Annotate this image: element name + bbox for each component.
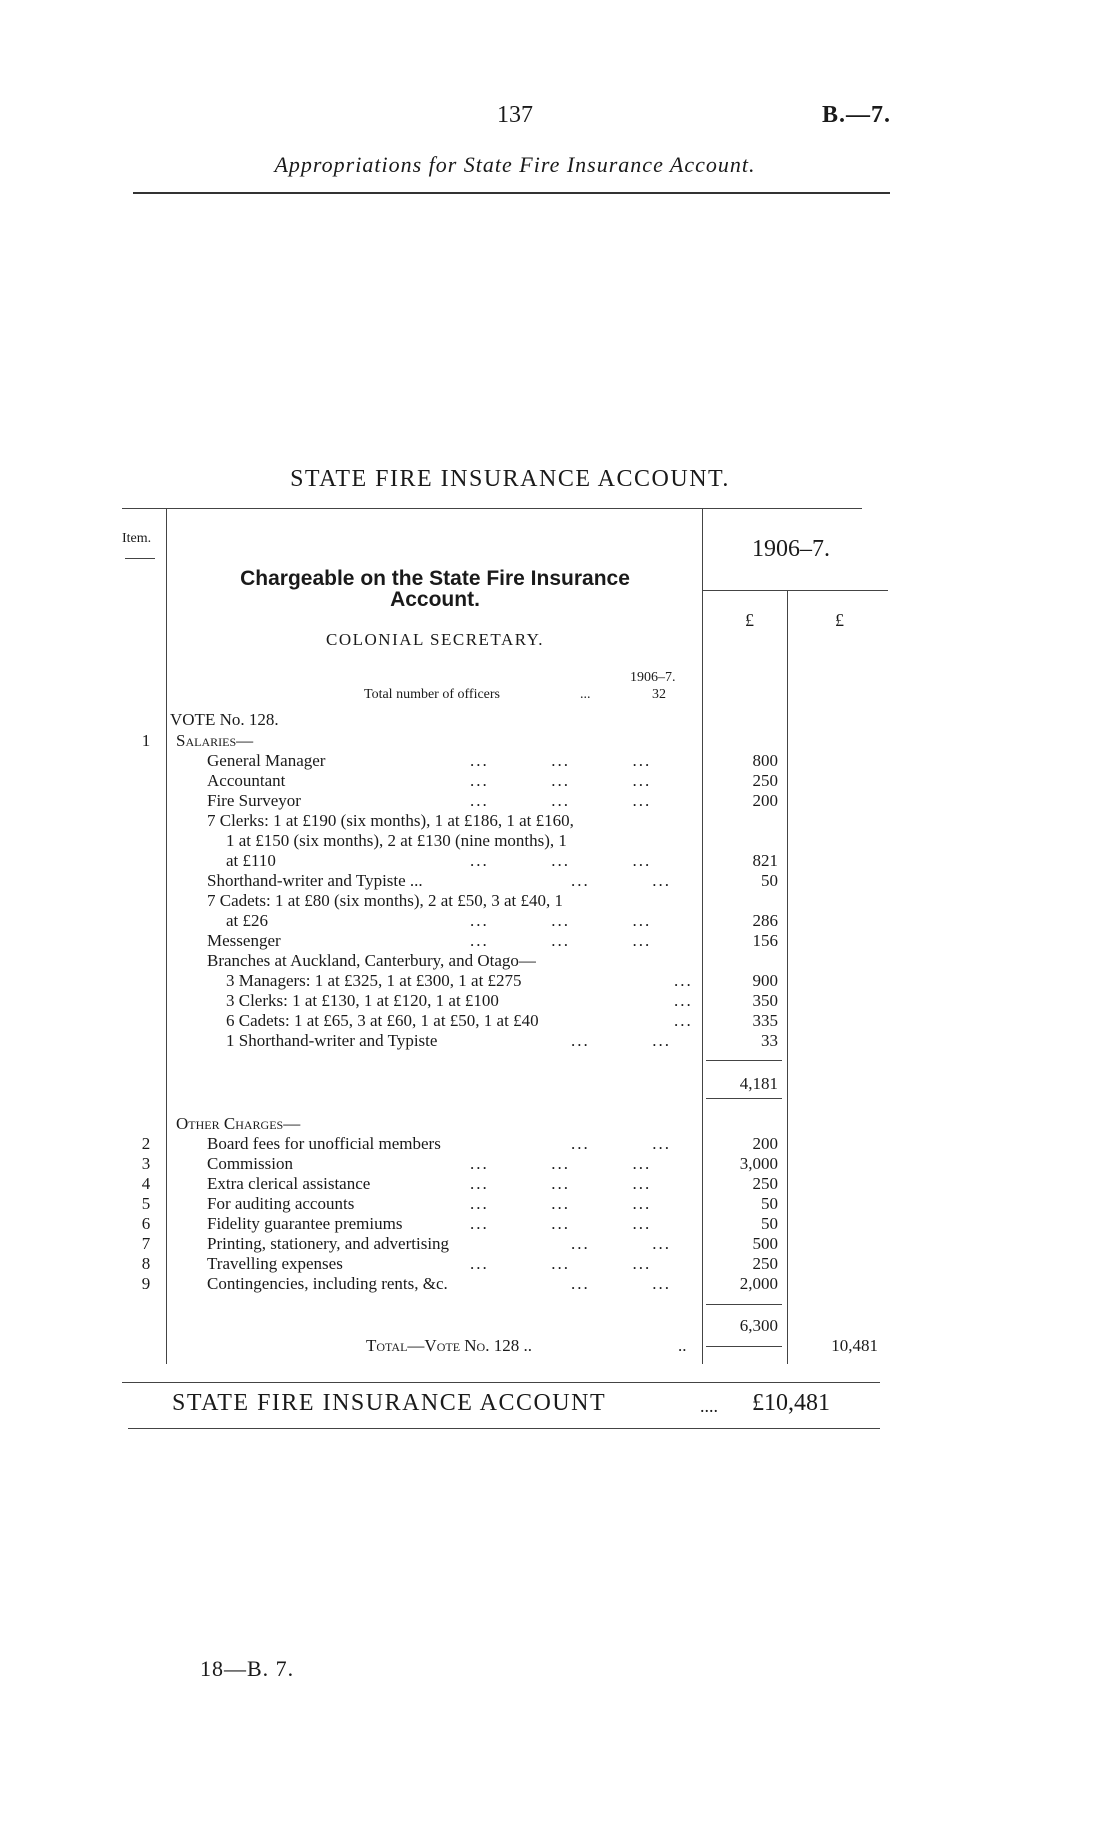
year-column-header: 1906–7. — [752, 536, 830, 562]
other-row-amount: 200 — [752, 1134, 778, 1153]
branch-row-amount: 335 — [752, 1011, 778, 1030]
other-row-amount: 50 — [761, 1214, 778, 1233]
item-header-underline — [125, 558, 155, 559]
clerks-line-1: 7 Clerks: 1 at £190 (six months), 1 at £186, 1 at £160, — [207, 811, 574, 830]
item-column-divider — [166, 508, 167, 1364]
document-reference: B.—7. — [822, 102, 892, 128]
cadets-amount: 286 — [752, 911, 778, 930]
account-total-dots: .... — [700, 1396, 718, 1416]
officers-year: 1906–7. — [630, 670, 676, 685]
salary-row-dots: ... ... ... — [470, 771, 652, 790]
cadets-dots: ... ... ... — [470, 911, 652, 930]
other-row-item: 5 — [141, 1194, 151, 1213]
branch-row-text: 6 Cadets: 1 at £65, 3 at £60, 1 at £50, 1 at £40 — [226, 1011, 539, 1030]
salaries-item-number: 1 — [141, 731, 151, 750]
other-row-amount: 250 — [752, 1254, 778, 1273]
other-row-text: Contingencies, including rents, &c. — [207, 1274, 448, 1293]
section-heading: STATE FIRE INSURANCE ACCOUNT. — [290, 466, 730, 492]
chargeable-line-2: Account. — [390, 588, 480, 611]
other-row-dots: ... ... ... — [470, 1194, 652, 1213]
other-row-item: 6 — [141, 1214, 151, 1233]
vote-total-amount: 10,481 — [831, 1336, 878, 1355]
clerks-dots: ... ... ... — [470, 851, 652, 870]
table-bottom-rule — [122, 1382, 880, 1383]
account-total-amount: £10,481 — [752, 1390, 830, 1416]
other-row-amount: 50 — [761, 1194, 778, 1213]
officers-count: 32 — [652, 687, 666, 702]
sheet-signature: 18—B. 7. — [200, 1656, 295, 1681]
vote-total-dots: .. — [678, 1336, 687, 1355]
other-row-item: 4 — [141, 1174, 151, 1193]
pound-sign-col2: £ — [835, 610, 844, 630]
other-row-text: Extra clerical assistance — [207, 1174, 371, 1193]
messenger-dots: ... ... ... — [470, 931, 652, 950]
clerks-amount: 821 — [752, 851, 778, 870]
chargeable-heading — [170, 568, 700, 610]
other-row-dots: ... ... ... — [470, 1174, 652, 1193]
branch-row-text: 3 Clerks: 1 at £130, 1 at £120, 1 at £100 — [226, 991, 499, 1010]
messenger-amount: 156 — [752, 931, 778, 950]
other-row-dots: ... ... — [571, 1134, 671, 1153]
branch-row-text: 1 Shorthand-writer and Typiste — [226, 1031, 438, 1050]
salaries-subtotal-rule — [706, 1060, 782, 1061]
other-row-amount: 3,000 — [739, 1154, 778, 1173]
other-row-amount: 500 — [752, 1234, 778, 1253]
footer-rule — [128, 1428, 880, 1429]
amount-column-divider — [702, 508, 703, 1364]
page-number: 137 — [497, 102, 533, 128]
salary-row-text: General Manager — [207, 751, 326, 770]
pound-sign-col1: £ — [745, 610, 754, 630]
other-charges-subtotal: 6,300 — [739, 1316, 778, 1335]
salary-row-amount: 250 — [752, 771, 778, 790]
other-row-text: For auditing accounts — [207, 1194, 355, 1213]
year-underline — [702, 590, 888, 591]
total-column-divider — [787, 590, 788, 1364]
vote-label: VOTE No. 128. — [170, 710, 279, 729]
salaries-subtotal: 4,181 — [739, 1074, 778, 1093]
other-row-dots: ... ... ... — [470, 1154, 652, 1173]
branch-row-amount: 900 — [752, 971, 778, 990]
header-rule — [133, 192, 890, 194]
other-row-item: 7 — [141, 1234, 151, 1253]
department-heading: COLONIAL SECRETARY. — [326, 630, 544, 649]
branch-row-dots: ... — [674, 1011, 693, 1030]
salaries-label: Salaries— — [176, 731, 254, 750]
messenger-text: Messenger — [207, 931, 281, 950]
officers-label: Total number of officers — [364, 687, 500, 702]
other-row-dots: ... ... — [571, 1274, 671, 1293]
shorthand-text: Shorthand-writer and Typiste ... — [207, 871, 423, 890]
salary-row-amount: 200 — [752, 791, 778, 810]
account-total-label: STATE FIRE INSURANCE ACCOUNT — [172, 1390, 607, 1416]
other-row-amount: 250 — [752, 1174, 778, 1193]
branch-row-text: 3 Managers: 1 at £325, 1 at £300, 1 at £275 — [226, 971, 522, 990]
table-top-rule — [122, 508, 862, 509]
branch-row-dots: ... ... — [571, 1031, 671, 1050]
other-row-text: Commission — [207, 1154, 293, 1173]
other-row-amount: 2,000 — [739, 1274, 778, 1293]
salary-row-dots: ... ... ... — [470, 791, 652, 810]
other-row-item: 3 — [141, 1154, 151, 1173]
other-row-item: 9 — [141, 1274, 151, 1293]
other-row-text: Printing, stationery, and advertising — [207, 1234, 450, 1253]
other-row-text: Fidelity guarantee premiums — [207, 1214, 403, 1233]
other-row-dots: ... ... ... — [470, 1214, 652, 1233]
clerks-line-2: 1 at £150 (six months), 2 at £130 (nine months), 1 — [226, 831, 567, 850]
other-row-text: Travelling expenses — [207, 1254, 343, 1273]
other-charges-label: Other Charges— — [176, 1114, 301, 1133]
salary-row-dots: ... ... ... — [470, 751, 652, 770]
other-row-text: Board fees for unofficial members — [207, 1134, 441, 1153]
salaries-subtotal-underline — [706, 1098, 782, 1099]
page-subtitle: Appropriations for State Fire Insurance Account. — [274, 152, 756, 177]
branch-row-dots: ... — [674, 971, 693, 990]
shorthand-amount: 50 — [761, 871, 778, 890]
other-row-dots: ... ... — [571, 1234, 671, 1253]
chargeable-line-1: Chargeable on the State Fire Insurance — [240, 567, 630, 590]
branch-row-amount: 350 — [752, 991, 778, 1010]
cadets-line-2: at £26 — [226, 911, 269, 930]
other-row-item: 2 — [141, 1134, 151, 1153]
salary-row-text: Fire Surveyor — [207, 791, 301, 810]
other-row-dots: ... ... ... — [470, 1254, 652, 1273]
vote-total-label: Total—Vote No. 128 .. — [366, 1336, 532, 1355]
other-row-item: 8 — [141, 1254, 151, 1273]
branch-row-amount: 33 — [761, 1031, 778, 1050]
branch-row-dots: ... — [674, 991, 693, 1010]
salary-row-text: Accountant — [207, 771, 286, 790]
salary-row-amount: 800 — [752, 751, 778, 770]
item-column-header: Item. — [122, 531, 152, 546]
shorthand-dots: ... ... — [571, 871, 671, 890]
other-subtotal-rule — [706, 1304, 782, 1305]
clerks-line-3: at £110 — [226, 851, 276, 870]
cadets-line-1: 7 Cadets: 1 at £80 (six months), 2 at £50, 3 at £40, 1 — [207, 891, 564, 910]
officers-dots: ... — [580, 687, 591, 702]
other-subtotal-underline — [706, 1346, 782, 1347]
branches-label: Branches at Auckland, Canterbury, and Otago— — [207, 951, 536, 970]
